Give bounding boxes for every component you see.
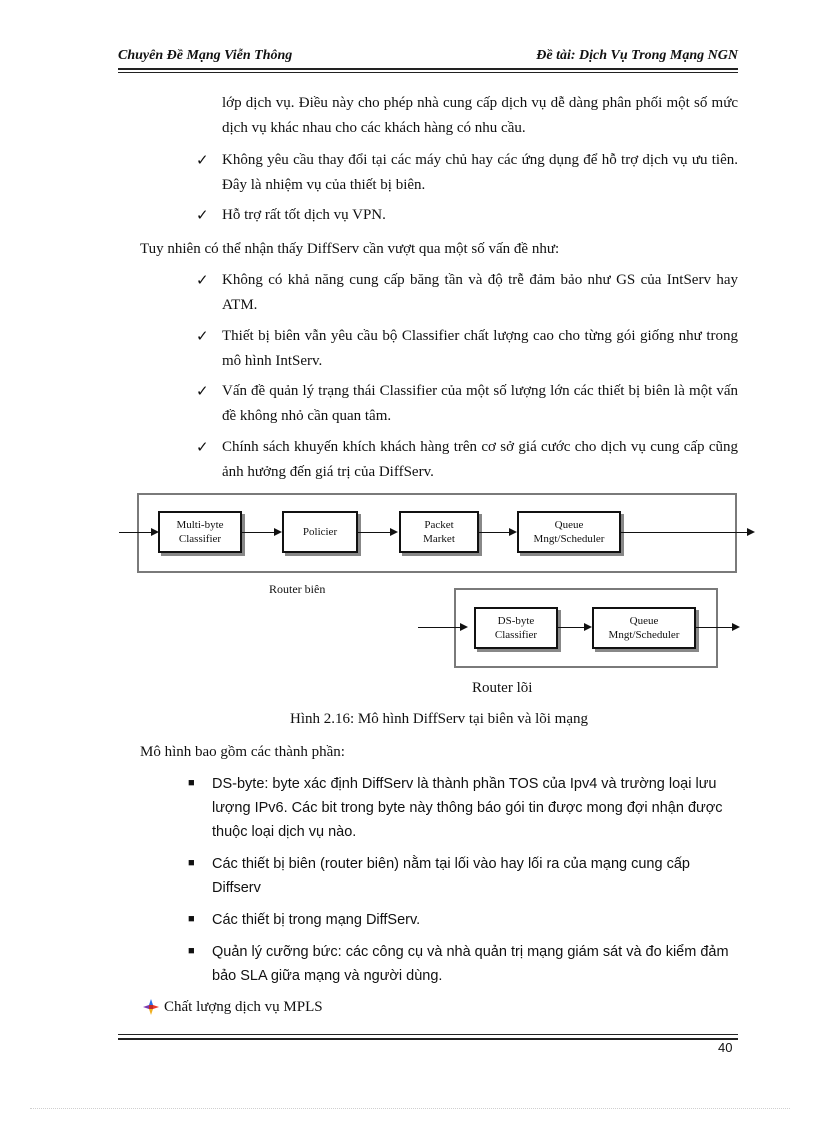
- edge-box-marker: Packet Market: [399, 511, 479, 553]
- arrow-icon: [242, 532, 280, 533]
- core-box-classifier: DS-byte Classifier: [474, 607, 558, 649]
- diamond-arrow-icon: [142, 998, 160, 1016]
- figure-caption: Hình 2.16: Mô hình DiffServ tại biên và lõi mạng: [289, 711, 589, 727]
- footer-rule-thin: [118, 1034, 738, 1035]
- arrow-icon: [558, 627, 590, 628]
- check-icon: ✓: [196, 384, 209, 400]
- header-rule: [118, 68, 738, 70]
- component-item: Các thiết bị trong mạng DiffServ.: [212, 912, 421, 928]
- issue-item: Không có khả năng cung cấp băng tần và độ trễ đảm bảo như GS của IntServ hay ATM.: [222, 272, 738, 313]
- header-left: Chuyên Đề Mạng Viễn Thông: [118, 48, 293, 63]
- components-intro: Mô hình bao gồm các thành phần:: [140, 744, 345, 760]
- component-item: Các thiết bị biên (router biên) nằm tại lối vào hay lối ra của mạng cung cấp Diffserv: [212, 856, 690, 896]
- arrow-icon: [696, 627, 738, 628]
- core-router-label: Router lõi: [472, 680, 533, 696]
- square-bullet-icon: ■: [188, 777, 195, 789]
- arrow-icon: [418, 627, 466, 628]
- arrow-icon: [119, 532, 157, 533]
- issue-item: Vấn đề quản lý trạng thái Classifier của một số lượng lớn các thiết bị biên là một vấn đề không nhỏ cần quan tâm.: [222, 383, 738, 424]
- core-box-queue: Queue Mngt/Scheduler: [592, 607, 696, 649]
- advantage-item: Không yêu cầu thay đổi tại các máy chủ hay các ứng dụng để hỗ trợ dịch vụ ưu tiên. Đây là nhiệm vụ của thiết bị biên.: [222, 152, 738, 193]
- edge-box-classifier: Multi-byte Classifier: [158, 511, 242, 553]
- edge-router-label: Router biên: [269, 582, 326, 596]
- footer-rule: [118, 1038, 738, 1040]
- issue-item: Chính sách khuyến khích khách hàng trên cơ sở giá cước cho dịch vụ cung cấp cũng ảnh hưởng đến giá trị của DiffServ.: [222, 439, 738, 480]
- check-icon: ✓: [196, 208, 209, 224]
- header-rule-thin: [118, 72, 738, 73]
- arrow-icon: [358, 532, 396, 533]
- square-bullet-icon: ■: [188, 857, 195, 869]
- intro-continuation: lớp dịch vụ. Điều này cho phép nhà cung cấp dịch vụ dễ dàng phân phối một số mức dịch vụ khác nhau cho các khách hàng có nhu cầu.: [222, 95, 738, 136]
- advantage-item: Hỗ trợ rất tốt dịch vụ VPN.: [222, 207, 386, 223]
- check-icon: ✓: [196, 329, 209, 345]
- check-icon: ✓: [196, 440, 209, 456]
- square-bullet-icon: ■: [188, 945, 195, 957]
- header-right: Đề tài: Dịch Vụ Trong Mạng NGN: [536, 48, 738, 63]
- arrow-icon: [621, 532, 753, 533]
- issues-intro: Tuy nhiên có thể nhận thấy DiffServ cần vượt qua một số vấn đề như:: [140, 241, 560, 257]
- page-edge-dots: [30, 1108, 790, 1109]
- check-icon: ✓: [196, 153, 209, 169]
- component-item: Quản lý cưỡng bức: các công cụ và nhà quản trị mạng giám sát và đo kiểm đảm bảo SLA giữa mạng và người dùng.: [212, 944, 729, 984]
- section-heading: Chất lượng dịch vụ MPLS: [164, 999, 323, 1015]
- component-item: DS-byte: byte xác định DiffServ là thành phần TOS của Ipv4 và trường loại lưu lượng IPv6. Các bit trong byte này thông báo gói tin được mong đợi nhận được thuộc loại dịch vụ nào.: [212, 776, 723, 840]
- issue-item: Thiết bị biên vẫn yêu cầu bộ Classifier chất lượng cao cho từng gói giống như trong mô hình IntServ.: [222, 328, 738, 369]
- edge-box-queue: Queue Mngt/Scheduler: [517, 511, 621, 553]
- square-bullet-icon: ■: [188, 913, 195, 925]
- page-number: 40: [718, 1040, 733, 1055]
- page-header: [118, 48, 738, 68]
- edge-box-policier: Policier: [282, 511, 358, 553]
- arrow-icon: [479, 532, 515, 533]
- check-icon: ✓: [196, 273, 209, 289]
